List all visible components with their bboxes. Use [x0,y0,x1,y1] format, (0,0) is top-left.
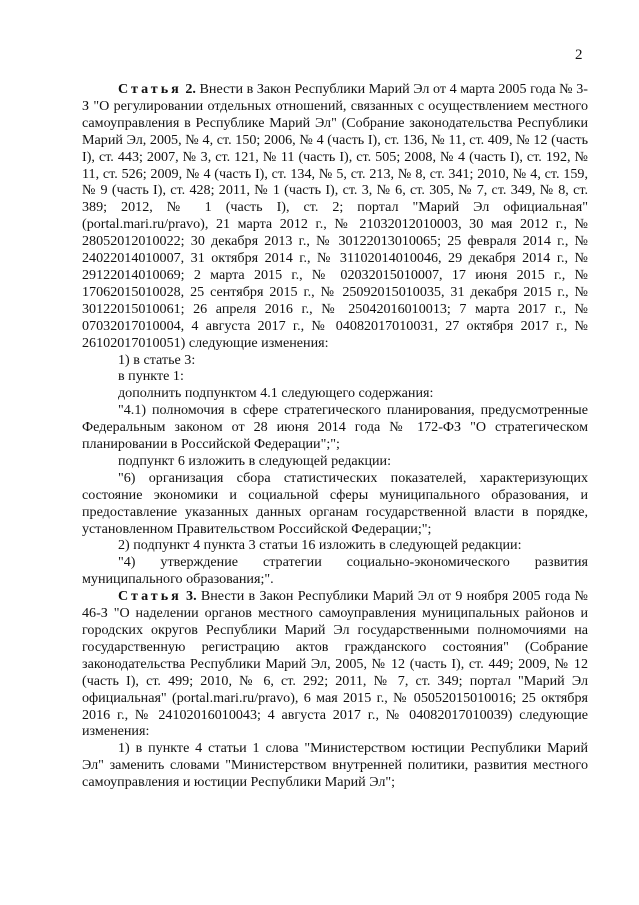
paragraph: "4) утверждение стратегии социально-экономического развития муниципального образования;". [82,554,588,588]
article-heading: Статья [118,81,182,97]
article-heading: Статья [118,588,182,605]
paragraph: 2) подпункт 4 пункта 3 статьи 16 изложить в следующей редакции: [118,537,522,554]
article-text: Внести в Закон Республики Марий Эл от 9 ноября 2005 года № 46-З "О наделении органов местного самоуправления муниципальных районов и городских округов Республики Марий Эл государственными полномочиями на государственную регистрацию актов гражданского состояния" (Собрание законодательства Республики Марий Эл, 2005, № 12 (часть I), ст. 449; 2009, № 12 (часть I), ст. 499; 2010, № 6, ст. 292; 2011, № 7, ст. 349; портал "Марий Эл официальная" (portal.mari.ru/pravo), 6 мая 2015 г., № 05052015010016; 25 октября 2016 г., № 24102016010043; 4 августа 2017 г., № 04082017010039) следующие изменения: [82,588,588,740]
paragraph: подпункт 6 изложить в следующей редакции: [118,452,392,469]
article-3-paragraph [82,588,588,740]
document-body [82,81,588,791]
article-text: Внести в Закон Республики Марий Эл от 4 марта 2005 года № 3-З "О регулировании отдельных отношений, связанных с осуществлением местного самоуправления в Республике Марий Эл" (Собрание законодательства Республики Марий Эл, 2005, № 4, ст. 150; 2006, № 4 (часть I), ст. 136, № 11, ст. 409, № 12 (часть I), ст. 443; 2007, № 3, ст. 121, № 11 (часть I), ст. 505; 2008, № 4 (часть I), ст. 192, № 11, ст. 526; 2009, № 4 (часть I), ст. 134, № 5, ст. 213, № 8, ст. 341; 2010, № 4, ст. 159, № 9 (часть I), ст. 428; 2011, № 1 (часть I), ст. 3, № 6, ст. 305, № 7, ст. 349, № 8, ст. 389; 2012, № 1 (часть I), ст. 2; портал "Марий Эл официальная" (portal.mari.ru/pravo), 21 марта 2012 г., № 21032012010003, 30 мая 2012 г., № 28052012010022; 30 декабря 2013 г., № 30122013010065; 25 февраля 2014 г., № 24022014010007, 31 октября 2014 г., № 31102014010046, 29 декабря 2014 г., № 29122014010069; 2 марта 2015 г., № 02032015010007, 17 июня 2015 г., № 17062015010028, 25 сентября 2015 г., № 25092015010035, 31 декабря 2015 г., № 30122015010061; 26 апреля 2016 г., № 25042016010013; 7 марта 2017 г., № 07032017010004, 4 августа 2017 г., № 04082017010031, 27 октября 2017 г., № 26102017010051) следующие изменения: [82,81,588,351]
paragraph: в пункте 1: [118,368,184,385]
page-number: 2 [575,47,583,63]
article-number: 3. [186,588,197,605]
paragraph: "6) организация сбора статистических показателей, характеризующих состояние экономики и социальной сферы муниципального образования, и предоставление указанных данных органам государственной власти в порядке, установленном Правительством Российской Федерации;"; [82,469,588,537]
paragraph: 1) в пункте 4 статьи 1 слова "Министерством юстиции Республики Марий Эл" заменить словами "Министерством внутренней политики, развития местного самоуправления и юстиции Республики Марий Эл"; [82,740,588,791]
paragraph: "4.1) полномочия в сфере стратегического планирования, предусмотренные Федеральным законом от 28 июня 2014 года № 172-ФЗ "О стратегическом планировании в Российской Федерации";"; [82,402,588,453]
article-number: 2. [185,81,196,97]
paragraph: 1) в статье 3: [118,351,196,368]
paragraph: дополнить подпунктом 4.1 следующего содержания: [118,385,434,402]
article-2-paragraph [82,81,588,352]
